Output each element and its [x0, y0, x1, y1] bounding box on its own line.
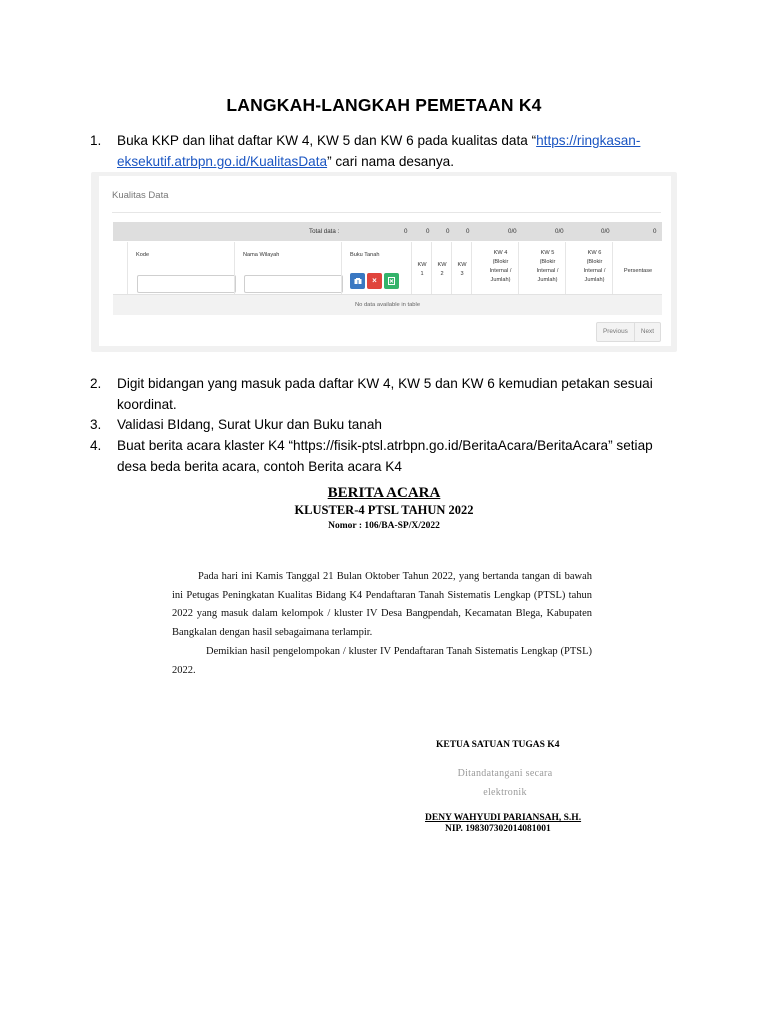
step-number: 2. — [90, 376, 102, 391]
total-kw2: 0 — [426, 228, 430, 235]
col-kw6-sub2: Internal / — [583, 268, 606, 274]
step-number: 1. — [90, 133, 102, 148]
step-3 — [90, 415, 670, 436]
next-button[interactable]: Next — [634, 323, 660, 341]
search-button[interactable] — [350, 273, 365, 289]
col-kw3-num: 3 — [460, 271, 464, 277]
col-persentase — [612, 242, 663, 294]
col-kw1 — [411, 242, 432, 294]
step-4 — [90, 436, 670, 477]
col-kw5-sub3: Jumlah) — [537, 277, 558, 283]
clear-button[interactable] — [367, 273, 382, 289]
col-kw3-label: KW — [457, 262, 467, 268]
step-2 — [90, 374, 670, 415]
col-kw6 — [565, 242, 613, 294]
col-kw2 — [431, 242, 452, 294]
col-select — [113, 242, 127, 294]
total-kw4: 0/0 — [508, 228, 517, 235]
berita-acara-paragraph-1: Pada hari ini Kamis Tanggal 21 Bulan Oktober Tahun 2022, yang bertanda tangan di bawah ini Petugas Peningkatan Kualitas Bidang K4 Pendaftaran Tanah Sistematis Lengkap (PTSL) tahun 2022 yang masuk dalam kelompok / kluster IV Desa Bangpendah, Kecamatan Blega, Kabupaten Bangkalan dengan hasil sebagaimana terlampir. — [172, 571, 592, 639]
total-kw1: 0 — [404, 228, 408, 235]
file-excel-icon — [388, 277, 395, 285]
col-nama-wilayah — [234, 242, 342, 294]
col-kw4-label: KW 4 — [493, 250, 508, 256]
col-kw4-sub1: (Blokir — [492, 259, 509, 265]
col-kw1-label: KW — [417, 262, 427, 268]
col-kw2-label: KW — [437, 262, 447, 268]
col-persentase-label: Persentase — [623, 268, 653, 274]
col-kw5 — [518, 242, 566, 294]
step-number: 3. — [90, 417, 102, 432]
total-kw3: 0 — [446, 228, 450, 235]
kode-filter-input[interactable] — [137, 275, 236, 293]
kualitas-data-screenshot — [91, 172, 677, 352]
kualitas-data-link[interactable]: https://ringkasan-eksekutif.atrbpn.go.id/KualitasData — [117, 133, 641, 169]
col-kw4-sub3: Jumlah) — [490, 277, 511, 283]
binoculars-icon — [354, 277, 362, 285]
page-title: LANGKAH-LANGKAH PEMETAAN K4 — [226, 95, 542, 115]
berita-acara-body — [172, 568, 592, 680]
step-text: Buat berita acara klaster K4 “https://fisik-ptsl.atrbpn.go.id/BeritaAcara/BeritaAcara” setiap desa beda berita acara, contoh Berita acara K4 — [117, 438, 653, 474]
panel-title: Kualitas Data — [112, 190, 169, 201]
totals-row — [113, 222, 662, 241]
step-number: 4. — [90, 438, 102, 453]
esign-line-2: elektronik — [483, 787, 527, 798]
nama-wilayah-filter-input[interactable] — [244, 275, 343, 293]
export-button[interactable] — [384, 273, 399, 289]
col-kode — [127, 242, 235, 294]
total-kw5: 0/0 — [555, 228, 564, 235]
total-label: Total data : — [309, 228, 340, 235]
berita-acara-subtitle: KLUSTER-4 PTSL TAHUN 2022 — [294, 503, 474, 517]
pagination — [596, 322, 661, 342]
col-kw5-sub1: (Blokir — [539, 259, 556, 265]
col-kw2-num: 2 — [440, 271, 444, 277]
total-kw3b: 0 — [466, 228, 470, 235]
col-kw4-sub2: Internal / — [489, 268, 512, 274]
step-text: Digit bidangan yang masuk pada daftar KW 4, KW 5 dan KW 6 kemudian petakan sesuai koordinat. — [117, 376, 653, 412]
signatory-name: DENY WAHYUDI PARIANSAH, S.H. — [425, 813, 582, 823]
total-persentase: 0 — [653, 228, 657, 235]
step-text-after: ” cari nama desanya. — [327, 153, 455, 169]
esign-line-1: Ditandatangani secara — [457, 768, 553, 779]
table-header — [113, 242, 662, 295]
divider — [112, 212, 661, 213]
col-kw6-sub1: (Blokir — [586, 259, 603, 265]
col-kode-label: Kode — [136, 252, 150, 258]
total-kw6: 0/0 — [601, 228, 610, 235]
col-kw5-label: KW 5 — [540, 250, 555, 256]
col-kw5-sub2: Internal / — [536, 268, 559, 274]
electronic-signature-note — [430, 764, 580, 802]
step-text: Buka KKP dan lihat daftar KW 4, KW 5 dan KW 6 pada kualitas data “ — [117, 133, 537, 148]
empty-table-message: No data available in table — [113, 295, 662, 315]
col-buku-tanah — [341, 242, 412, 294]
berita-acara-title: BERITA ACARA — [327, 485, 441, 501]
berita-acara-paragraph-2: Demikian hasil pengelompokan / kluster IV Pendaftaran Tanah Sistematis Lengkap (PTSL) 2022. — [172, 645, 592, 676]
signature-role: KETUA SATUAN TUGAS K4 — [436, 740, 560, 750]
step-1 — [90, 131, 670, 172]
close-icon: × — [372, 276, 377, 285]
previous-button[interactable]: Previous — [602, 328, 628, 335]
col-kw4 — [471, 242, 519, 294]
col-nama-wilayah-label: Nama Wilayah — [243, 252, 280, 258]
col-kw1-num: 1 — [420, 271, 424, 277]
col-buku-tanah-label: Buku Tanah — [350, 252, 380, 258]
step-text: Validasi BIdang, Surat Ukur dan Buku tanah — [117, 417, 382, 432]
signatory-nip: NIP. 198307302014081001 — [445, 824, 551, 834]
col-kw3 — [451, 242, 472, 294]
col-kw6-label: KW 6 — [587, 250, 602, 256]
berita-acara-number: Nomor : 106/BA-SP/X/2022 — [328, 521, 440, 531]
col-kw6-sub3: Jumlah) — [584, 277, 605, 283]
